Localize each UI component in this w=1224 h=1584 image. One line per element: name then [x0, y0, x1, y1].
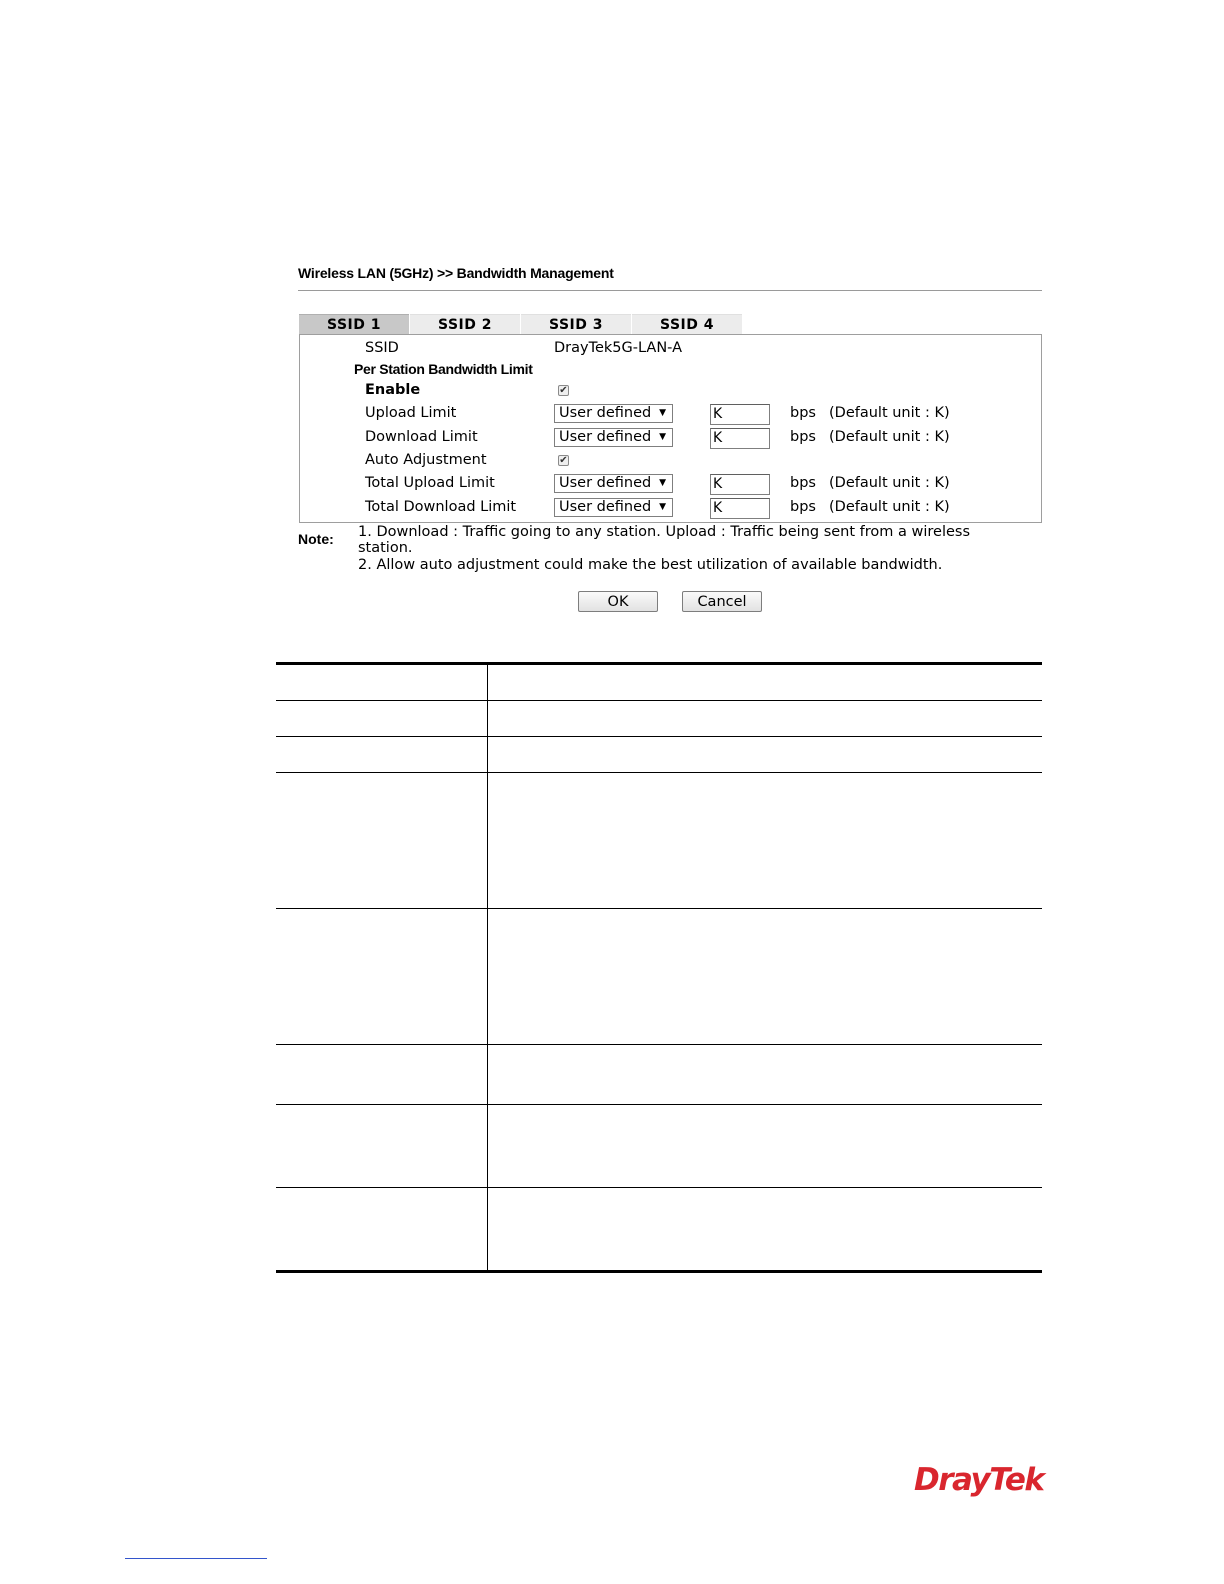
dropdown-arrow-icon: ▼	[659, 478, 666, 488]
total-upload-limit-select[interactable]	[554, 474, 673, 493]
tab-ssid-1[interactable]: SSID 1	[299, 314, 409, 334]
section-heading: Per Station Bandwidth Limit	[354, 361, 533, 377]
upload-limit-label: Upload Limit	[365, 405, 457, 421]
table-row-divider	[276, 772, 1042, 773]
ssid-tabs	[299, 314, 743, 334]
upload-limit-select-value: User defined	[559, 405, 652, 421]
total-upload-default-unit: (Default unit : K)	[829, 475, 950, 491]
total-download-limit-input[interactable]: K	[710, 498, 770, 519]
download-limit-label: Download Limit	[365, 429, 478, 445]
table-row-divider	[276, 1187, 1042, 1188]
total-download-limit-select-value: User defined	[559, 499, 652, 515]
total-download-unit: bps	[790, 499, 816, 515]
upload-limit-input[interactable]: K	[710, 404, 770, 425]
note-label: Note:	[298, 531, 334, 547]
footer-link-underline	[125, 1558, 267, 1559]
table-row-divider	[276, 700, 1042, 701]
tab-ssid-3[interactable]: SSID 3	[521, 314, 631, 334]
download-limit-select[interactable]	[554, 428, 673, 447]
dropdown-arrow-icon: ▼	[659, 432, 666, 442]
cancel-button[interactable]: Cancel	[682, 591, 762, 612]
table-column-divider	[487, 662, 488, 1272]
total-download-default-unit: (Default unit : K)	[829, 499, 950, 515]
total-upload-limit-select-value: User defined	[559, 475, 652, 491]
download-unit: bps	[790, 429, 816, 445]
note-line-2: 2. Allow auto adjustment could make the best utilization of available bandwidth.	[358, 557, 943, 573]
upload-default-unit: (Default unit : K)	[829, 405, 950, 421]
total-upload-limit-input[interactable]: K	[710, 474, 770, 495]
upload-limit-select[interactable]	[554, 404, 673, 423]
draytek-logo: DrayTek	[914, 1462, 1044, 1498]
ok-button[interactable]: OK	[578, 591, 658, 612]
ssid-value: DrayTek5G-LAN-A	[554, 340, 683, 356]
note-line-1-cont: station.	[358, 540, 413, 556]
ssid-label: SSID	[365, 340, 399, 356]
table-row-divider	[276, 1104, 1042, 1105]
tab-ssid-2[interactable]: SSID 2	[410, 314, 520, 334]
table-top-border	[276, 662, 1042, 665]
note-line-1: 1. Download : Traffic going to any station. Upload : Traffic being sent from a wireless	[358, 524, 971, 540]
auto-adjustment-label: Auto Adjustment	[365, 452, 487, 468]
tab-ssid-4[interactable]: SSID 4	[632, 314, 742, 334]
total-upload-limit-label: Total Upload Limit	[365, 475, 495, 491]
auto-adjustment-checkbox[interactable]	[558, 455, 569, 466]
upload-unit: bps	[790, 405, 816, 421]
total-download-limit-label: Total Download Limit	[365, 499, 517, 515]
check-icon: ✔	[559, 455, 568, 466]
total-upload-unit: bps	[790, 475, 816, 491]
total-download-limit-select[interactable]	[554, 498, 673, 517]
dropdown-arrow-icon: ▼	[659, 502, 666, 512]
title-divider	[298, 290, 1042, 291]
table-bottom-border	[276, 1270, 1042, 1273]
enable-label: Enable	[365, 382, 421, 398]
table-row-divider	[276, 908, 1042, 909]
download-limit-select-value: User defined	[559, 429, 652, 445]
download-default-unit: (Default unit : K)	[829, 429, 950, 445]
table-row-divider	[276, 736, 1042, 737]
download-limit-input[interactable]: K	[710, 428, 770, 449]
table-row-divider	[276, 1044, 1042, 1045]
page-title: Wireless LAN (5GHz) >> Bandwidth Management	[298, 265, 614, 281]
check-icon: ✔	[559, 385, 568, 396]
enable-checkbox[interactable]	[558, 385, 569, 396]
dropdown-arrow-icon: ▼	[659, 408, 666, 418]
